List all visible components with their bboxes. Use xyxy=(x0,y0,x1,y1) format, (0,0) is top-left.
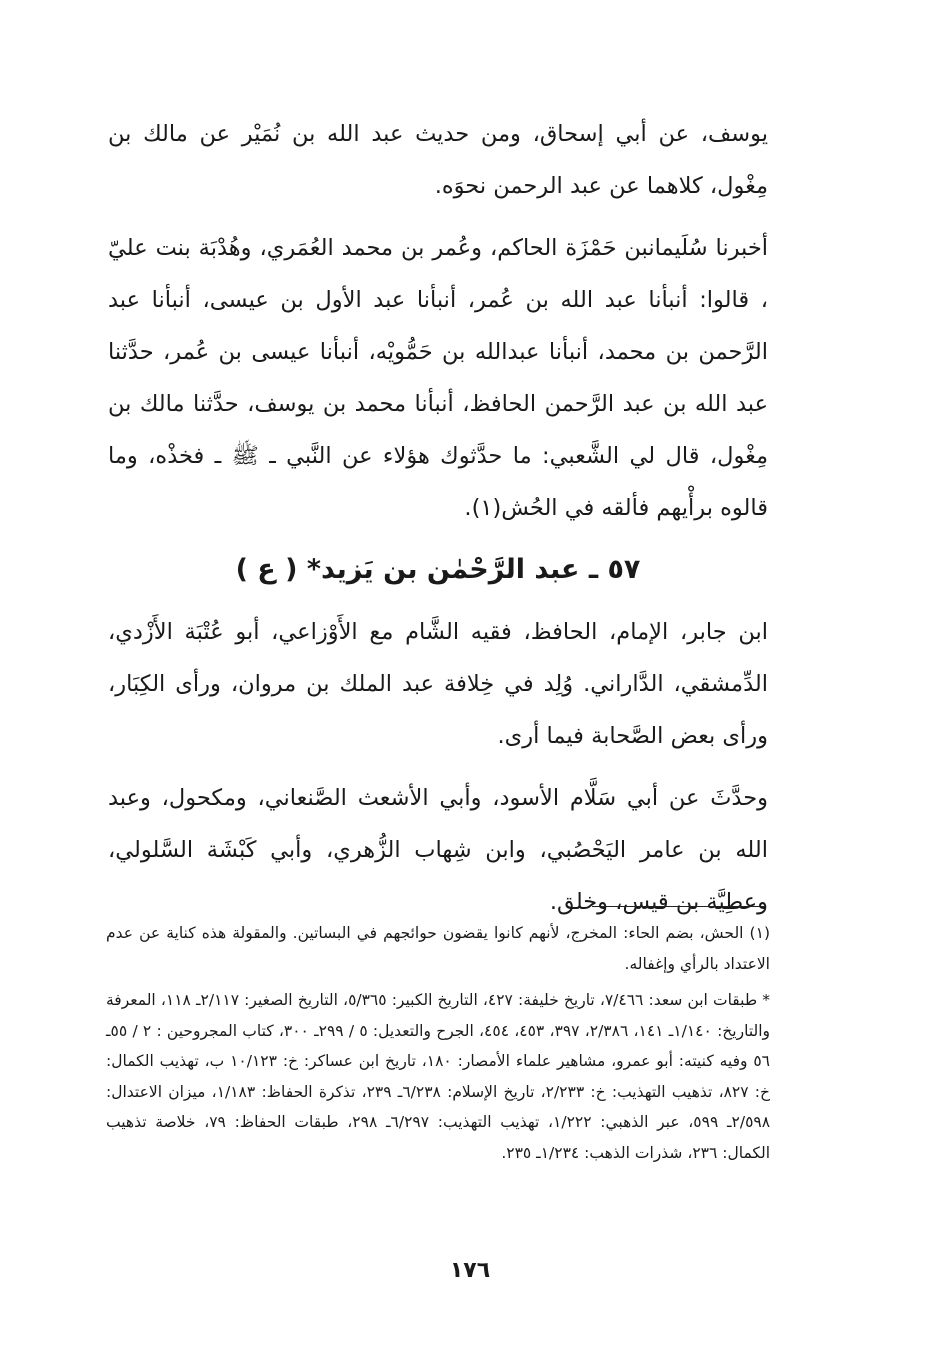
footnote-separator xyxy=(592,906,766,907)
main-text-block xyxy=(108,108,768,928)
page-number: ١٧٦ xyxy=(449,1258,491,1283)
paragraph-continuation: يوسف، عن أبي إسحاق، ومن حديث عبد الله بن نُمَيْر عن مالك بن مِغْول، كلاهما عن عبد الرحمن نحوَه. xyxy=(108,121,768,199)
paragraph-narrated-from: وحدَّثَ عن أبي سَلَّام الأسود، وأبي الأشعث الصَّنعاني، ومكحول، وعبد الله بن عامر اليَحْصُبي، وابن شِهاب الزُّهري، وأبي كَبْشَة السَّلولي، وعطِيَّة بن قيس، وخلق. xyxy=(108,785,768,915)
paragraph-biography: ابن جابر، الإمام، الحافظ، فقيه الشَّام مع الأَوْزاعي، أبو عُتْبَة الأَزْدي، الدِّمشقي، الدَّاراني. وُلِد في خِلافة عبد الملك بن مروان، ورأى الكِبَار، ورأى بعض الصَّحابة فيما أرى. xyxy=(108,619,768,749)
footnote-sources: * طبقات ابن سعد: ٧/٤٦٦، تاريخ خليفة: ٤٢٧، التاريخ الكبير: ٥/٣٦٥، التاريخ الصغير: ٢/١١٧ـ ١١٨، المعرفة والتاريخ: ١/١٤٠ـ ١٤١، ٢/٣٨٦، ٣٩٧، ٤٥٣، ٤٥٤، الجرح والتعديل: ٥ / ٢٩٩ـ ٣٠٠، كتاب المجروحين : ٢ / ٥٥ـ ٥٦ وفيه كنيته: أبو عمرو، مشاهير علماء الأمصار: ١٨٠، تاريخ ابن عساكر: خ: ١٠/١٢٣ ب، تهذيب الكمال: خ: ٨٢٧، تذهيب التهذيب: خ: ٢/٢٣٣، تاريخ الإسلام: ٦/٢٣٨ـ ٢٣٩، تذكرة الحفاظ: ١/١٨٣، ميزان الاعتدال: ٢/٥٩٨ـ ٥٩٩، عبر الذهبي: ١/٢٢٢، تهذيب التهذيب: ٦/٢٩٧ـ ٢٩٨، طبقات الحفاظ: ٧٩، خلاصة تذهيب الكمال: ٢٣٦، شذرات الذهب: ١/٢٣٤ـ ٢٣٥. xyxy=(106,991,771,1162)
entry-heading: ٥٧ ـ عبد الرَّحْمٰن بن يَزيد* ( ع ) xyxy=(235,554,641,585)
paragraph-isnad: أخبرنا سُلَيمانبن حَمْزَة الحاكم، وعُمر بن محمد العُمَري، وهُدْبَة بنت عليّ ، قالوا: أنبأنا عبد الله بن عُمر، أنبأنا عبد الأول بن عيسى، أنبأنا عبد الرَّحمن بن محمد، أنبأنا عبدالله بن حَمُّويْه، أنبأنا عيسى بن عُمر، حدَّثنا عبد الله بن عبد الرَّحمن الحافظ، أنبأنا محمد بن يوسف، حدَّثنا مالك بن مِغْول، قال لي الشَّعبي: ما حدَّثوك هؤلاء عن النَّبي ـ ﷺ ـ فخذْه، وما قالوه برأْيهم فألقه في الحُش(١). xyxy=(108,235,768,521)
footnotes-block xyxy=(106,918,770,1168)
footnote-1: (١) الحش، بضم الحاء: المخرج، لأنهم كانوا يقضون حوائجهم في البساتين. والمقولة هذه كناية عن عدم الاعتداد بالرأي وإغفاله. xyxy=(106,924,770,973)
